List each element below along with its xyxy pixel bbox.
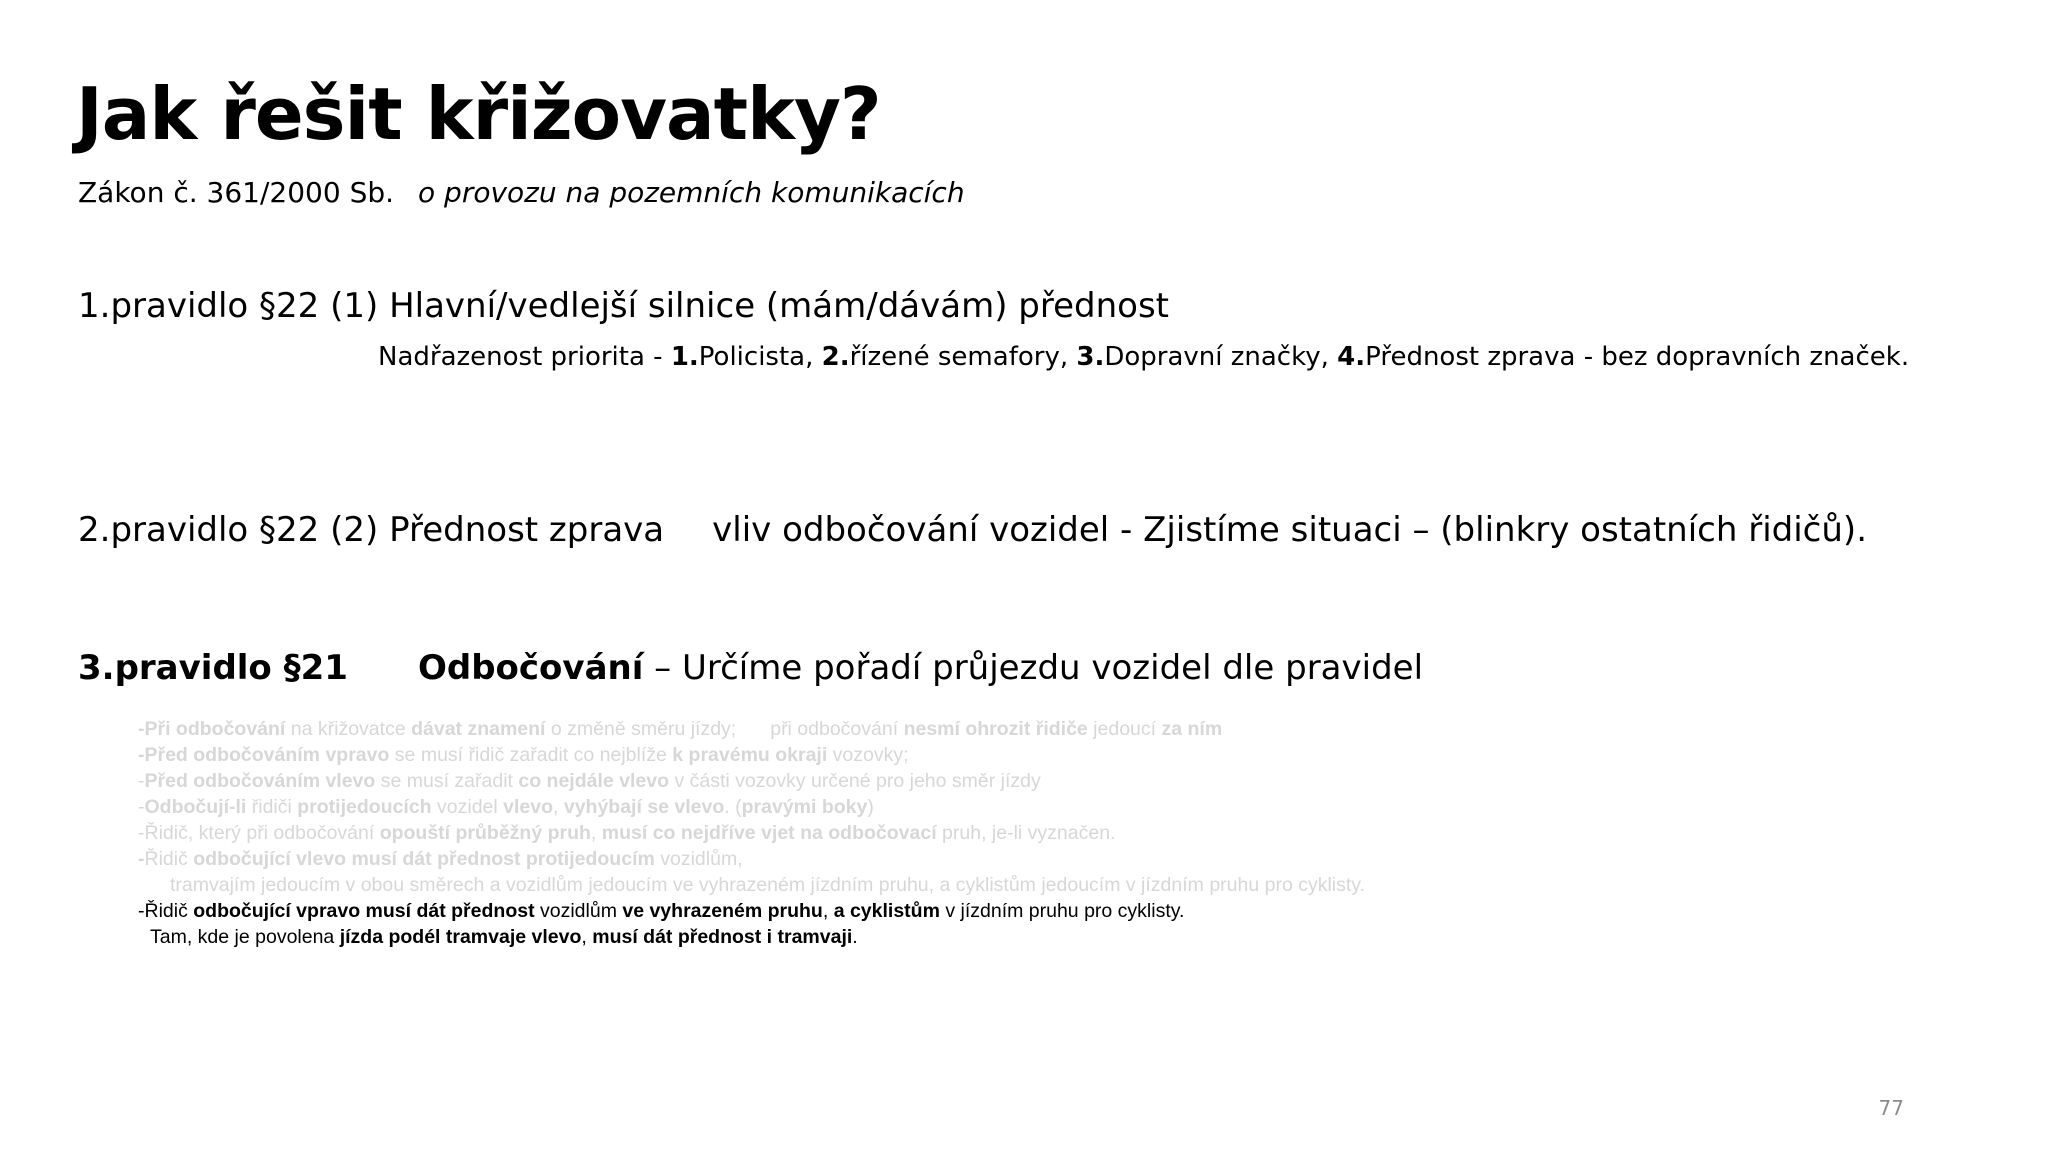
detail-line-active: -Řidič odbočující vpravo musí dát přednost vozidlům ve vyhrazeném pruhu, a cyklistům v jízdním pruhu pro cyklisty. <box>138 900 1185 922</box>
detail-line-active: Tam, kde je povolena jízda podél tramvaje vlevo, musí dát přednost i tramvaji. <box>150 926 858 948</box>
detail-line: -Při odbočování na křižovatce dávat znamení o změně směru jízdy; při odbočování nesmí ohrozit řidiče jedoucí za ním <box>138 718 1223 740</box>
slide-title: Jak řešit křižovatky? <box>76 72 881 156</box>
detail-line: -Před odbočováním vpravo se musí řidič zařadit co nejblíže k pravému okraji vozovky; <box>138 744 909 766</box>
turning-rules-list <box>138 716 1365 950</box>
detail-line: tramvajím jedoucím v obou směrech a vozidlům jedoucím ve vyhrazeném jízdním pruhu, a cyklistům jedoucím v jízdním pruhu pro cyklisty. <box>170 874 1366 896</box>
priority-order: Nadřazenost priorita - 1.Policista, 2.řízené semafory, 3.Dopravní značky, 4.Přednost zprava - bez dopravních značek. <box>378 342 1910 372</box>
rule-2-label: 2.pravidlo §22 (2) Přednost zprava <box>78 510 665 550</box>
law-reference <box>78 176 965 209</box>
detail-line: -Odbočují-li řidiči protijedoucích vozidel vlevo, vyhýbají se vlevo. (pravými boky) <box>138 796 874 818</box>
rule-2-note: vliv odbočování vozidel - Zjistíme situaci – (blinkry ostatních řidičů). <box>712 510 1867 550</box>
rule-3-text: – Určíme pořadí průjezdu vozidel dle pravidel <box>643 648 1424 688</box>
law-number: Zákon č. 361/2000 Sb. <box>78 176 395 209</box>
rule-2 <box>78 510 1867 551</box>
rule-3 <box>78 648 1423 689</box>
detail-line: -Řidič, který při odbočování opouští průběžný pruh, musí co nejdříve vjet na odbočovací pruh, je-li vyznačen. <box>138 822 1116 844</box>
detail-line: -Před odbočováním vlevo se musí zařadit co nejdále vlevo v části vozovky určené pro jeho směr jízdy <box>138 770 1041 792</box>
page-number: 77 <box>1878 1096 1904 1120</box>
rule-1: 1.pravidlo §22 (1) Hlavní/vedlejší silnice (mám/dávám) přednost <box>78 286 1169 326</box>
rule-3-topic: Odbočování <box>417 648 644 688</box>
detail-line: -Řidič odbočující vlevo musí dát přednost protijedoucím vozidlům, <box>138 848 743 870</box>
rule-3-label: 3.pravidlo §21 <box>78 648 348 688</box>
law-name: o provozu na pozemních komunikacích <box>418 176 965 209</box>
